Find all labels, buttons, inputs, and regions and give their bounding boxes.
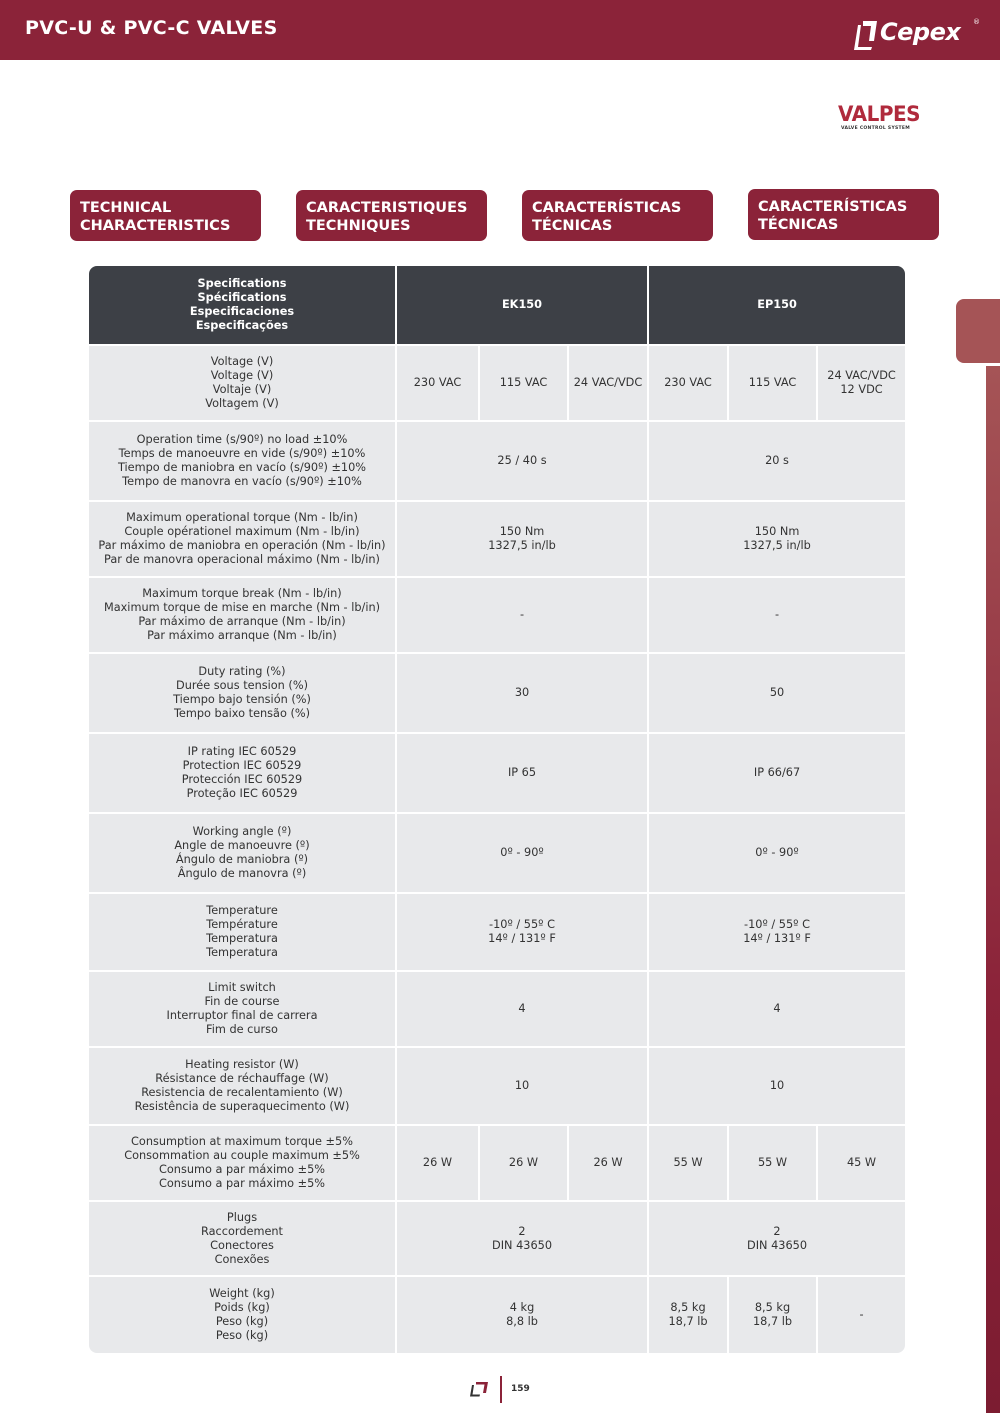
- ek150-value: -10º / 55º C 14º / 131º F: [397, 892, 649, 970]
- heading-line: TECHNIQUES: [306, 218, 411, 234]
- table-row: [89, 652, 905, 732]
- table-row: [89, 420, 905, 500]
- ek150-value: 2 DIN 43650: [397, 1200, 649, 1275]
- spec-header: Specifications Spécifications Especificaciones Especificações: [89, 266, 397, 344]
- heading-english: [70, 190, 261, 241]
- ek150-value: 24 VAC/VDC: [569, 344, 649, 420]
- ek150-value: 26 W: [480, 1124, 569, 1200]
- ep150-value: 2 DIN 43650: [649, 1200, 905, 1275]
- ek150-value: 26 W: [569, 1124, 649, 1200]
- valpes-logo: [838, 102, 928, 134]
- ep150-value: 20 s: [649, 420, 905, 500]
- heading-line: TÉCNICAS: [758, 217, 839, 233]
- ep150-value: 55 W: [649, 1124, 729, 1200]
- ek150-value: 4: [397, 970, 649, 1046]
- spec-label: Voltage (V) Voltage (V) Voltaje (V) Voltagem (V): [89, 344, 397, 420]
- ep150-value: 150 Nm 1327,5 in/lb: [649, 500, 905, 576]
- ek150-header: EK150: [397, 266, 649, 344]
- table-row: [89, 1275, 905, 1353]
- ek150-value: IP 65: [397, 732, 649, 812]
- ep150-value: 8,5 kg 18,7 lb: [729, 1275, 818, 1353]
- spec-label: Operation time (s/90º) no load ±10% Temps de manoeuvre en vide (s/90º) ±10% Tiempo de maniobra en vacío (s/90º) ±10% Tempo de manovra en vacío (s/90º) ±10%: [89, 420, 397, 500]
- page-title: PVC-U & PVC-C VALVES: [25, 17, 278, 39]
- ep150-value: 115 VAC: [729, 344, 818, 420]
- ep150-value: -: [649, 576, 905, 652]
- heading-line: CHARACTERISTICS: [80, 218, 231, 234]
- heading-portuguese: [748, 189, 939, 240]
- heading-spanish: [522, 190, 713, 241]
- valpes-tagline: VALVE CONTROL SYSTEM: [841, 126, 911, 131]
- spec-label: Working angle (º) Angle de manoeuvre (º) Ángulo de maniobra (º) Ângulo de manovra (º): [89, 812, 397, 892]
- table-row: [89, 732, 905, 812]
- ep150-value: -: [818, 1275, 905, 1353]
- footer-divider: [500, 1376, 502, 1403]
- heading-french: [296, 190, 487, 241]
- ek150-value: 150 Nm 1327,5 in/lb: [397, 500, 649, 576]
- ep150-value: 0º - 90º: [649, 812, 905, 892]
- spec-table: [89, 266, 905, 1353]
- heading-line: TECHNICAL: [80, 200, 172, 216]
- table-row: [89, 970, 905, 1046]
- ek150-value: 0º - 90º: [397, 812, 649, 892]
- ek150-value: 25 / 40 s: [397, 420, 649, 500]
- header-bar: [0, 0, 1000, 60]
- heading-line: CARACTERISTIQUES: [306, 200, 468, 216]
- table-row: [89, 344, 905, 420]
- spec-label: Maximum operational torque (Nm - lb/in) Couple opérationel maximum (Nm - lb/in) Par máximo de maniobra en operación (Nm - lb/in) Par de manovra operacional máximo (Nm - lb/in): [89, 500, 397, 576]
- heading-line: CARACTERÍSTICAS: [532, 200, 682, 216]
- table-row: [89, 892, 905, 970]
- table-row: [89, 812, 905, 892]
- spec-label: Limit switch Fin de course Interruptor final de carrera Fim de curso: [89, 970, 397, 1046]
- page-number: 159: [511, 1384, 530, 1394]
- ep150-value: 55 W: [729, 1124, 818, 1200]
- heading-line: TÉCNICAS: [532, 218, 613, 234]
- ek150-value: 26 W: [397, 1124, 480, 1200]
- spec-label: Maximum torque break (Nm - lb/in) Maximum torque de mise en marche (Nm - lb/in) Par máximo de arranque (Nm - lb/in) Par máximo arranque (Nm - lb/in): [89, 576, 397, 652]
- ep150-value: -10º / 55º C 14º / 131º F: [649, 892, 905, 970]
- spec-label: Duty rating (%) Durée sous tension (%) Tiempo bajo tensión (%) Tempo baixo tensão (%): [89, 652, 397, 732]
- spec-label: Heating resistor (W) Résistance de réchauffage (W) Resistencia de recalentamiento (W) Resistência de superaquecimento (W): [89, 1046, 397, 1124]
- spec-label: IP rating IEC 60529 Protection IEC 60529 Protección IEC 60529 Proteção IEC 60529: [89, 732, 397, 812]
- table-header-row: [89, 266, 905, 344]
- ek150-value: 30: [397, 652, 649, 732]
- brand-registered-mark: ®: [973, 18, 980, 26]
- ep150-value: 45 W: [818, 1124, 905, 1200]
- cepex-mark-icon: [852, 17, 878, 51]
- ep150-value: 230 VAC: [649, 344, 729, 420]
- ek150-value: 4 kg 8,8 lb: [397, 1275, 649, 1353]
- ep150-value: 10: [649, 1046, 905, 1124]
- table-row: [89, 1200, 905, 1275]
- table-row: [89, 1124, 905, 1200]
- spec-label: Temperature Température Temperatura Temperatura: [89, 892, 397, 970]
- side-tab: [956, 299, 1000, 363]
- side-accent-bar: [986, 366, 1000, 1413]
- ep150-header: EP150: [649, 266, 905, 344]
- ep150-value: 50: [649, 652, 905, 732]
- valpes-name: VALPES: [838, 102, 921, 126]
- cepex-footer-icon: [469, 1381, 489, 1397]
- ep150-value: 4: [649, 970, 905, 1046]
- ep150-value: 24 VAC/VDC 12 VDC: [818, 344, 905, 420]
- ek150-value: 10: [397, 1046, 649, 1124]
- ek150-value: 115 VAC: [480, 344, 569, 420]
- table-row: [89, 500, 905, 576]
- heading-line: CARACTERÍSTICAS: [758, 199, 908, 215]
- ep150-value: IP 66/67: [649, 732, 905, 812]
- brand-name: Cepex: [880, 18, 961, 46]
- table-row: [89, 576, 905, 652]
- ek150-value: -: [397, 576, 649, 652]
- table-row: [89, 1046, 905, 1124]
- spec-label: Weight (kg) Poids (kg) Peso (kg) Peso (kg): [89, 1275, 397, 1353]
- ek150-value: 230 VAC: [397, 344, 480, 420]
- spec-label: Plugs Raccordement Conectores Conexões: [89, 1200, 397, 1275]
- spec-label: Consumption at maximum torque ±5% Consommation au couple maximum ±5% Consumo a par máximo ±5% Consumo a par máximo ±5%: [89, 1124, 397, 1200]
- cepex-logo: [852, 14, 984, 54]
- ep150-value: 8,5 kg 18,7 lb: [649, 1275, 729, 1353]
